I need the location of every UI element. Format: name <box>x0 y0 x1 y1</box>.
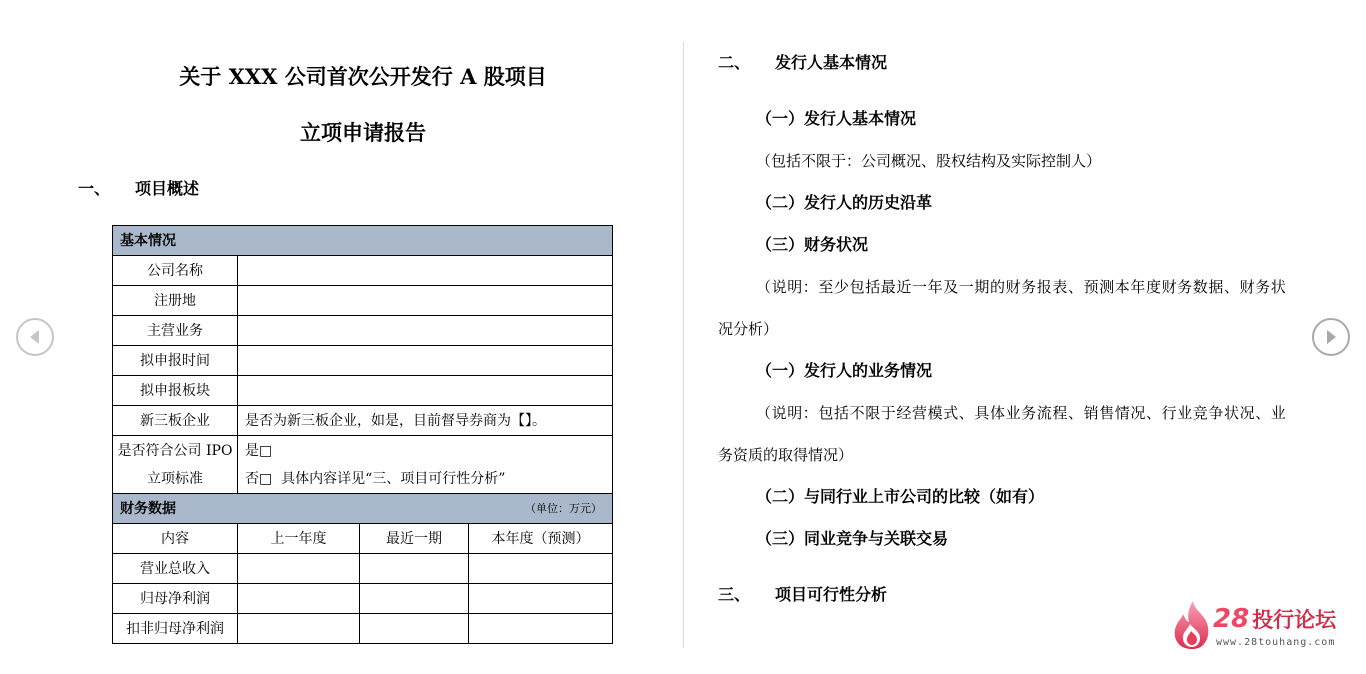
watermark-brand-number: 28 <box>1213 604 1250 634</box>
main-business-value-cell <box>238 316 613 346</box>
section-3-number: 三、 <box>718 585 751 604</box>
issuer-basic-heading: （一）发行人基本情况 <box>756 109 917 128</box>
net-profit-forecast-cell <box>469 584 613 614</box>
issuer-basic-note: （包括不限于：公司概况、股权结构及实际控制人） <box>756 152 1102 170</box>
ipo-criteria-label-line-2: 立项标准 <box>147 470 203 487</box>
business-note-line-2: 务资质的取得情况） <box>718 446 854 464</box>
table-row <box>113 256 613 286</box>
document-title-line-1: 关于 XXX 公司首次公开发行 A 股项目 <box>179 64 547 89</box>
table-row <box>113 346 613 376</box>
registered-address-label: 注册地 <box>113 286 238 316</box>
total-revenue-forecast-cell <box>469 554 613 584</box>
financial-columns-row <box>113 524 613 554</box>
table-row <box>113 286 613 316</box>
section-2-number: 二、 <box>718 53 751 72</box>
watermark-brand-name: 投行论坛 <box>1252 608 1337 632</box>
section-1-title: 项目概述 <box>135 179 200 198</box>
right-page <box>690 0 1310 674</box>
competition-heading: （三）同业竞争与关联交易 <box>756 529 949 548</box>
basic-info-header-row <box>113 226 613 256</box>
financial-data-header-cell <box>113 494 613 524</box>
table-row <box>113 376 613 406</box>
table-row <box>113 584 613 614</box>
ipo-criteria-value-cell <box>238 436 613 494</box>
ipo-criteria-yes-option: 是□ <box>245 442 273 459</box>
planned-board-label: 拟申报板块 <box>113 376 238 406</box>
section-2-heading <box>718 53 887 73</box>
net-profit-latest-period-cell <box>360 584 469 614</box>
column-header-latest-period: 最近一期 <box>360 524 469 554</box>
ipo-criteria-no-option: 否□ 具体内容详见“三、项目可行性分析” <box>245 470 506 487</box>
ipo-criteria-row <box>113 436 613 494</box>
business-note-line-1: （说明：包括不限于经营模式、具体业务流程、销售情况、行业竞争状况、业 <box>756 404 1287 422</box>
net-profit-label: 归母净利润 <box>113 584 238 614</box>
history-heading: （二）发行人的历史沿革 <box>756 193 933 212</box>
basic-info-header: 基本情况 <box>113 226 613 256</box>
financial-data-header-row <box>113 494 613 524</box>
financial-data-header: 财务数据 <box>120 500 176 517</box>
next-page-button[interactable] <box>1312 318 1350 356</box>
planned-filing-time-value-cell <box>238 346 613 376</box>
section-3-heading <box>718 585 887 605</box>
section-3-title: 项目可行性分析 <box>775 585 888 604</box>
table-row <box>113 406 613 436</box>
ipo-criteria-label-cell <box>113 436 238 494</box>
document-title-line-2: 立项申请报告 <box>300 120 426 145</box>
chevron-right-icon[interactable] <box>1324 329 1338 345</box>
financial-data-unit: （单位：万元） <box>525 501 602 515</box>
section-1-heading <box>78 179 199 199</box>
financial-status-note-line-1: （说明：至少包括最近一年及一期的财务报表、预测本年度财务数据、财务状 <box>756 278 1287 296</box>
adjusted-net-profit-label: 扣非归母净利润 <box>113 614 238 644</box>
financial-status-note-line-2: 况分析） <box>718 320 779 338</box>
total-revenue-label: 营业总收入 <box>113 554 238 584</box>
registered-address-value-cell <box>238 286 613 316</box>
chevron-right-shape[interactable] <box>1327 330 1336 344</box>
adjusted-net-profit-forecast-cell <box>469 614 613 644</box>
neeq-company-value: 是否为新三板企业，如是，目前督导券商为【】。 <box>238 406 613 436</box>
table-row <box>113 316 613 346</box>
watermark-logo <box>1170 598 1350 658</box>
ipo-criteria-label-line-1: 是否符合公司 IPO <box>117 442 233 459</box>
net-profit-last-year-cell <box>238 584 360 614</box>
planned-filing-time-label: 拟申报时间 <box>113 346 238 376</box>
main-business-label: 主营业务 <box>113 316 238 346</box>
total-revenue-last-year-cell <box>238 554 360 584</box>
neeq-company-label: 新三板企业 <box>113 406 238 436</box>
column-header-last-year: 上一年度 <box>238 524 360 554</box>
column-header-content: 内容 <box>113 524 238 554</box>
flame-icon <box>1172 600 1212 650</box>
column-header-current-year-forecast: 本年度（预测） <box>469 524 613 554</box>
page-divider <box>683 42 684 648</box>
watermark-url: www.28touhang.com <box>1216 637 1336 648</box>
table-row <box>113 614 613 644</box>
company-name-label: 公司名称 <box>113 256 238 286</box>
adjusted-net-profit-latest-period-cell <box>360 614 469 644</box>
project-overview-table <box>112 225 613 644</box>
company-name-value-cell <box>238 256 613 286</box>
adjusted-net-profit-last-year-cell <box>238 614 360 644</box>
section-2-title: 发行人基本情况 <box>775 53 888 72</box>
watermark-brand <box>1213 604 1336 635</box>
table-row <box>113 554 613 584</box>
total-revenue-latest-period-cell <box>360 554 469 584</box>
business-heading: （一）发行人的业务情况 <box>756 361 933 380</box>
financial-status-heading: （三）财务状况 <box>756 235 869 254</box>
financial-data-header-content <box>120 499 612 519</box>
peer-comparison-heading: （二）与同行业上市公司的比较（如有） <box>756 487 1045 506</box>
planned-board-value-cell <box>238 376 613 406</box>
section-1-number: 一、 <box>78 179 111 198</box>
